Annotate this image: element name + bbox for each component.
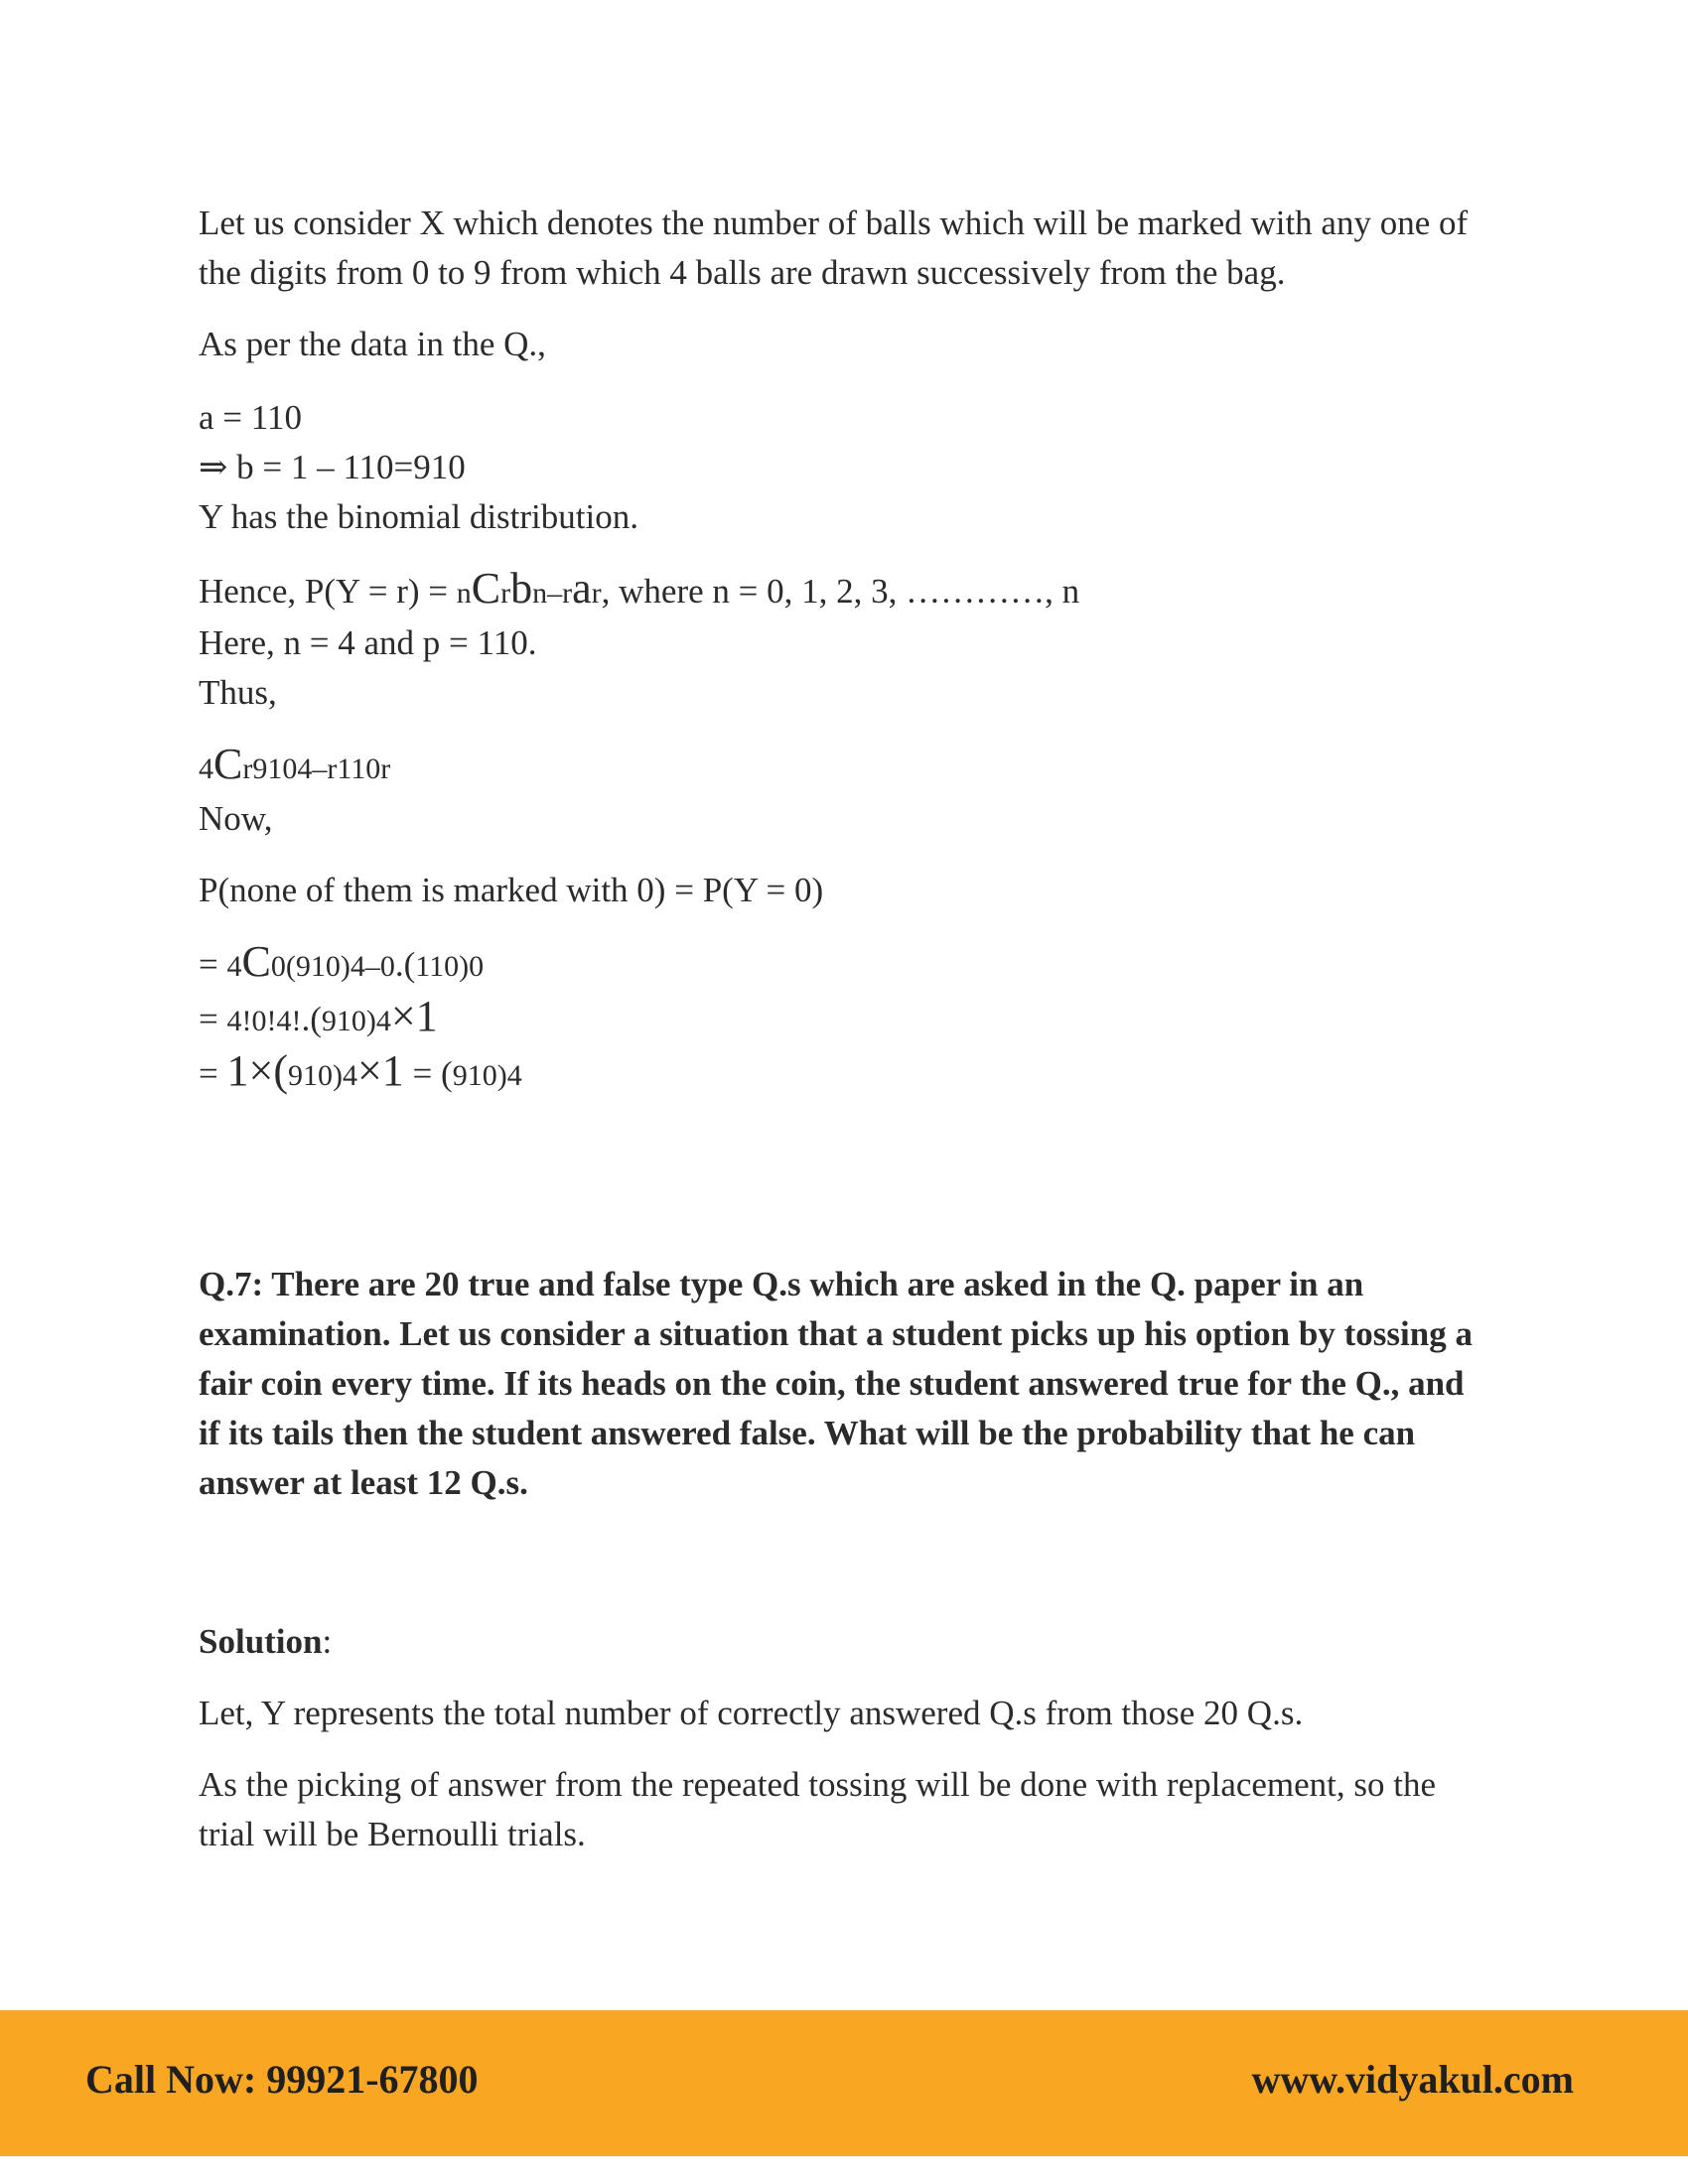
- footer-bar: [0, 2010, 1688, 2156]
- step3-d: ×1: [356, 1046, 404, 1095]
- hence-formula: [199, 564, 1489, 618]
- hence-r: r: [500, 577, 511, 610]
- hence-a-r: r: [591, 577, 602, 610]
- step1-0: 0: [270, 950, 286, 983]
- document-body: [199, 199, 1489, 1859]
- paragraph-intro: Let us consider X which denotes the number of balls which will be marked with any one of the digits from 0 to 9 from which 4 balls are drawn successively from the bag.: [199, 204, 1469, 292]
- step1-4: 4: [226, 950, 242, 983]
- equation-block-hence: [199, 564, 1489, 718]
- step2-b: .(: [301, 1000, 322, 1038]
- paragraph-none-marked: P(none of them is marked with 0) = P(Y = 0): [199, 871, 824, 909]
- equation-block-formula: [199, 740, 1489, 844]
- step2-d: 4: [375, 1005, 391, 1037]
- step-line-1: [199, 937, 1489, 992]
- call-now-text: Call Now: 99921-67800: [85, 2057, 479, 2102]
- step3-eq: =: [199, 1054, 227, 1093]
- hence-suffix: , where n = 0, 1, 2, 3, …………, n: [601, 572, 1080, 611]
- step3-b: 910): [287, 1059, 343, 1092]
- paragraph-let-y: Let, Y represents the total number of correctly answered Q.s from those 20 Q.s.: [199, 1694, 1304, 1732]
- step1-e: 0: [469, 950, 485, 983]
- solution-colon: :: [322, 1622, 333, 1661]
- step-line-3: [199, 1046, 1489, 1101]
- paragraph-data-intro: As per the data in the Q.,: [199, 325, 546, 363]
- step-line-2: [199, 992, 1489, 1046]
- step3-g: 4: [506, 1059, 522, 1092]
- question-7: Q.7: There are 20 true and false type Q.s which are asked in the Q. paper in an examination. Let us consider a situation that a student picks up his option by tossing a fair coin every time. If its heads on the coin, the student answered true for the Q., and if its tails then the student answered false. What will be the probability that he can answer at least 12 Q.s.: [199, 1265, 1473, 1502]
- hence-b: b: [510, 564, 533, 613]
- hence-n: n: [456, 577, 472, 610]
- step1-a: (910): [285, 950, 351, 983]
- formula-line: [199, 740, 1489, 794]
- solution-heading: [199, 1617, 1489, 1667]
- step3-e: = (: [403, 1054, 453, 1093]
- website-link[interactable]: www.vidyakul.com: [1251, 2057, 1574, 2102]
- thus-line: Thus,: [199, 673, 277, 712]
- hence-prefix: Hence, P(Y = r) =: [199, 572, 457, 611]
- formula-c: C: [213, 740, 243, 788]
- hence-a: a: [572, 564, 592, 613]
- here-line: Here, n = 4 and p = 110.: [199, 623, 537, 662]
- step2-a: 4!0!4!: [226, 1005, 302, 1037]
- step2-eq: =: [199, 1000, 227, 1038]
- equation-a: a = 110: [199, 398, 302, 437]
- step2-e: ×1: [390, 992, 438, 1040]
- step1-b: 4–0: [350, 950, 395, 983]
- step2-c: 910): [321, 1005, 376, 1037]
- step1-d: 110): [415, 950, 470, 983]
- formula-rest: r9104–r110r: [242, 752, 391, 785]
- hence-c: C: [471, 564, 501, 613]
- step3-c: 4: [342, 1059, 357, 1092]
- paragraph-binomial: Y has the binomial distribution.: [199, 497, 638, 536]
- equation-block-ab: [199, 393, 1489, 542]
- step3-a: 1×(: [226, 1046, 288, 1095]
- step1-c2: .(: [394, 945, 416, 984]
- equation-b: ⇒ b = 1 – 110=910: [199, 448, 466, 486]
- now-line: Now,: [199, 799, 273, 838]
- paragraph-bernoulli: As the picking of answer from the repeated tossing will be done with replacement, so the trial will be Bernoulli trials.: [199, 1765, 1437, 1853]
- solution-label: Solution: [199, 1622, 323, 1661]
- step3-f: 910): [452, 1059, 507, 1092]
- equation-block-steps: [199, 937, 1489, 1101]
- hence-n-minus-r: n–r: [532, 577, 573, 610]
- step1-eq: =: [199, 945, 227, 984]
- formula-4: 4: [199, 752, 213, 785]
- step1-c: C: [241, 937, 271, 986]
